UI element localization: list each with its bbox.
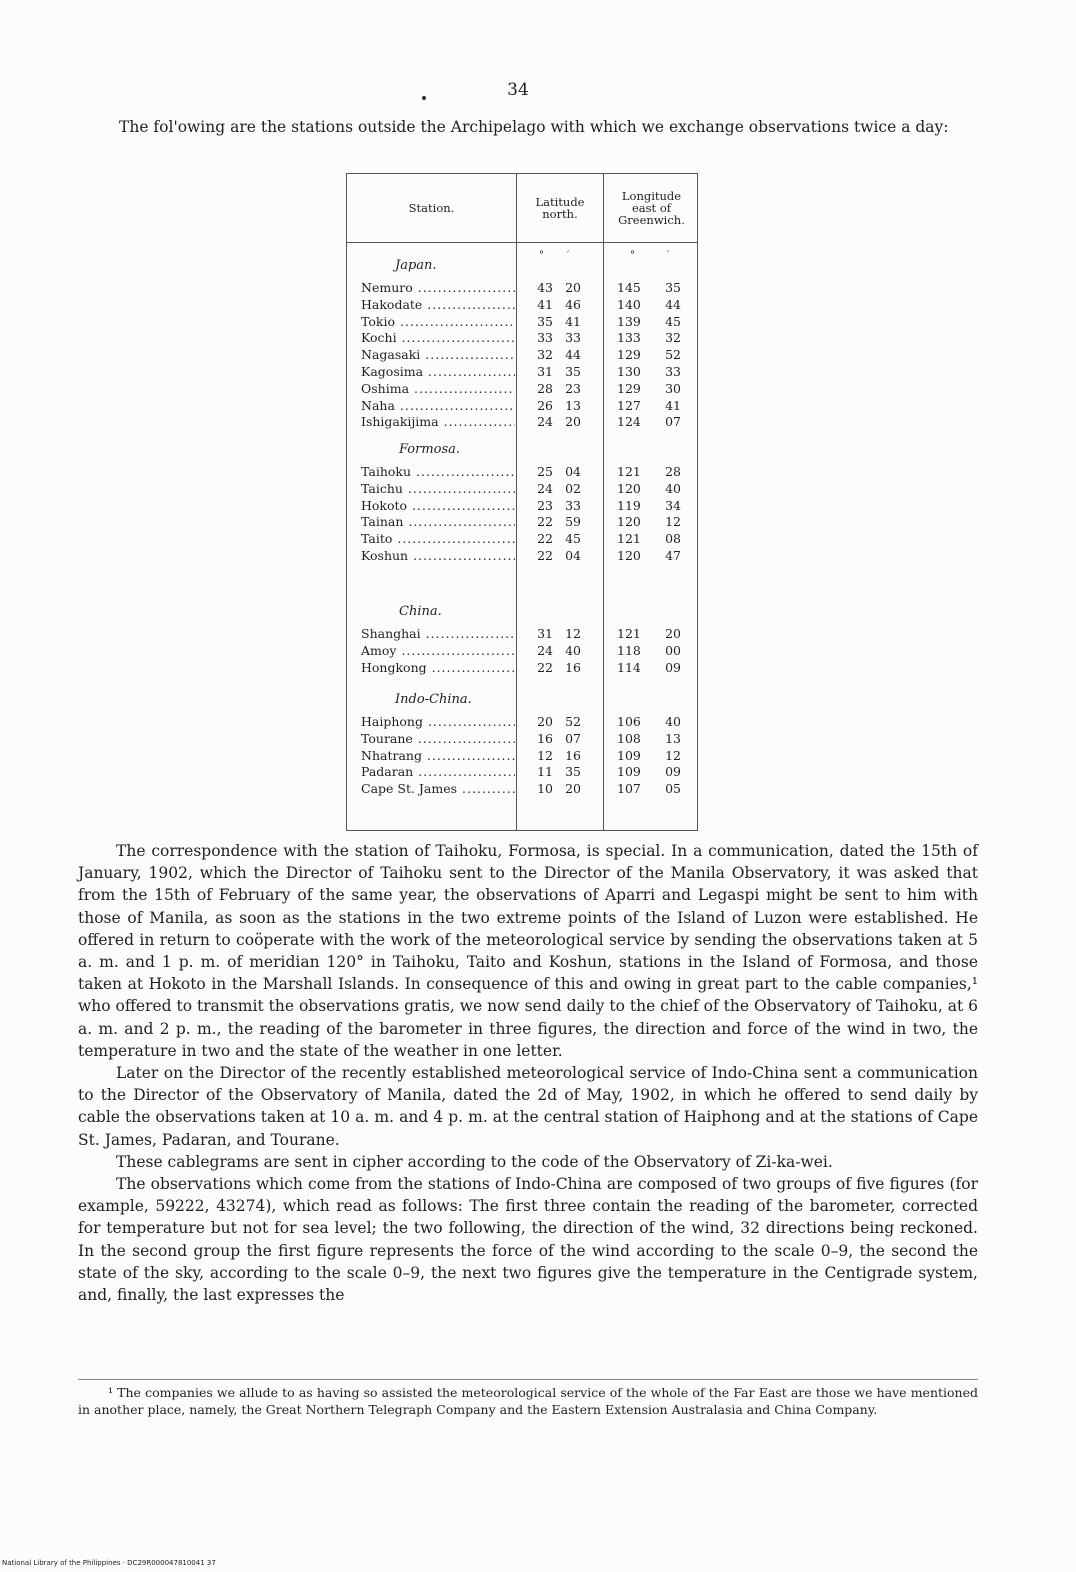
- table-header-rule: [347, 242, 697, 243]
- lon-deg-cell: 120: [617, 480, 641, 496]
- print-speck: [422, 96, 426, 100]
- lat-min-cell: 46: [565, 296, 581, 312]
- lat-min-cell: 12: [565, 626, 581, 641]
- station-name: Kochi .....: [361, 330, 515, 346]
- lat-min-cell: 35: [565, 364, 581, 379]
- lat-min-cell: 20: [565, 781, 581, 797]
- lat-deg-cell: 11: [537, 764, 553, 780]
- table-row: [347, 498, 699, 514]
- table-row: [347, 398, 699, 414]
- lon-min-cell: 05: [665, 781, 681, 797]
- lon-deg-cell: 121: [617, 464, 641, 479]
- lon-min-cell: 09: [665, 764, 681, 780]
- minute-symbol: ′: [667, 250, 670, 261]
- lon-deg-cell: 108: [617, 730, 641, 746]
- lon-min-cell: 12: [665, 747, 681, 763]
- station-name: Oshima .....: [361, 381, 515, 397]
- lon-deg-cell: 129: [617, 347, 641, 363]
- group-heading: Indo-China.: [395, 692, 472, 707]
- station-name: Koshun .....: [361, 548, 515, 564]
- table-row: [347, 660, 699, 676]
- lon-min-cell: 45: [665, 313, 681, 329]
- lat-min-cell: 45: [565, 531, 581, 547]
- lat-deg-cell: 22: [537, 548, 553, 563]
- lat-deg-cell: 16: [537, 730, 553, 746]
- station-name: Taito .....: [361, 531, 515, 547]
- degree-symbol: °: [630, 250, 635, 261]
- lat-min-cell: 52: [565, 714, 581, 729]
- table-row: [347, 731, 699, 747]
- paragraph: These cablegrams are sent in cipher according to the code of the Observatory of Zi-ka-wei.: [116, 1152, 833, 1171]
- station-name: Hongkong .....: [361, 660, 515, 676]
- station-name: Amoy .....: [361, 643, 515, 659]
- lat-deg-cell: 10: [537, 781, 553, 797]
- table-row: [347, 347, 699, 363]
- lat-min-cell: 13: [565, 397, 581, 413]
- station-name: Tainan .....: [361, 514, 515, 530]
- table-row: [347, 364, 699, 380]
- table-row: [347, 280, 699, 296]
- footnote-rule: [78, 1379, 978, 1380]
- lon-min-cell: 09: [665, 659, 681, 675]
- lon-min-cell: 20: [665, 626, 681, 641]
- lon-min-cell: 28: [665, 464, 681, 479]
- lon-min-cell: 35: [665, 280, 681, 295]
- lat-deg-cell: 32: [537, 347, 553, 363]
- lat-deg-cell: 22: [537, 659, 553, 675]
- lon-deg-cell: 139: [617, 313, 641, 329]
- lon-deg-cell: 145: [617, 280, 641, 295]
- station-name: Hokoto .....: [361, 498, 515, 514]
- station-name: Ishigakijima .....: [361, 414, 515, 430]
- lat-min-cell: 44: [565, 347, 581, 363]
- lat-deg-cell: 22: [537, 531, 553, 547]
- table-row: [347, 714, 699, 730]
- lat-deg-cell: 24: [537, 414, 553, 430]
- lon-min-cell: 33: [665, 364, 681, 379]
- lat-deg-cell: 12: [537, 747, 553, 763]
- station-name: Nhatrang .....: [361, 748, 515, 764]
- lon-min-cell: 07: [665, 414, 681, 430]
- lat-deg-cell: 24: [537, 480, 553, 496]
- lon-min-cell: 34: [665, 497, 681, 513]
- station-name: Tourane .....: [361, 731, 515, 747]
- lon-deg-cell: 124: [617, 414, 641, 430]
- lat-min-cell: 35: [565, 764, 581, 780]
- lat-min-cell: 59: [565, 514, 581, 530]
- lon-min-cell: 00: [665, 642, 681, 658]
- lon-min-cell: 32: [665, 330, 681, 346]
- table-row: [347, 414, 699, 430]
- lat-deg-cell: 41: [537, 296, 553, 312]
- lat-deg-cell: 43: [537, 280, 553, 295]
- lat-min-cell: 04: [565, 548, 581, 563]
- lat-deg-cell: 25: [537, 464, 553, 479]
- lon-min-cell: 08: [665, 531, 681, 547]
- lon-deg-cell: 109: [617, 764, 641, 780]
- station-name: Taihoku .....: [361, 464, 515, 480]
- table-row: [347, 748, 699, 764]
- lon-min-cell: 13: [665, 730, 681, 746]
- paragraph: Later on the Director of the recently established meteorological service of Indo-China sent a communication to the Director of the Observatory of Manila, dated the 2d of May, 1902, in which he offered to send daily by cable the observations taken at 10 a. m. and 4 p. m. at the central station of Haiphong and at the stations of Cape St. James, Padaran, and Tourane.: [78, 1064, 978, 1149]
- lat-deg-cell: 23: [537, 497, 553, 513]
- header-latitude: Latitude north.: [535, 195, 585, 221]
- table-row: [347, 764, 699, 780]
- table-row: [347, 643, 699, 659]
- table-row: [347, 481, 699, 497]
- lat-deg-cell: 24: [537, 642, 553, 658]
- header-station: Station.: [408, 201, 455, 215]
- station-name: Nemuro .....: [361, 280, 515, 296]
- station-name: Cape St. James .....: [361, 781, 515, 797]
- lon-deg-cell: 121: [617, 531, 641, 547]
- lat-min-cell: 20: [565, 414, 581, 430]
- table-row: [347, 626, 699, 642]
- lat-deg-cell: 26: [537, 397, 553, 413]
- lat-deg-cell: 35: [537, 313, 553, 329]
- table-row: [347, 781, 699, 797]
- lat-min-cell: 16: [565, 659, 581, 675]
- lat-deg-cell: 31: [537, 626, 553, 641]
- degree-symbol: °: [539, 250, 544, 261]
- table-row: [347, 464, 699, 480]
- paragraph: The observations which come from the stations of Indo-China are composed of two groups of five figures (for example, 59222, 43274), which read as follows: The first three contain the reading of the barometer, corrected for temperature but not for sea level; the two following, the direction of the wind, 32 directions being reckoned. In the second group the first figure represents the force of the wind according to the scale 0–9, the second the state of the sky, according to the scale 0–9, the next two figures give the temperature in the Centigrade system, and, finally, the last expresses the: [78, 1175, 978, 1305]
- station-name: Taichu .....: [361, 481, 515, 497]
- page-number: 34: [507, 80, 529, 100]
- lat-min-cell: 33: [565, 497, 581, 513]
- lon-deg-cell: 118: [617, 642, 641, 658]
- lon-deg-cell: 130: [617, 364, 641, 379]
- lat-min-cell: 02: [565, 480, 581, 496]
- lon-deg-cell: 107: [617, 781, 641, 797]
- lon-min-cell: 40: [665, 480, 681, 496]
- lon-deg-cell: 120: [617, 514, 641, 530]
- lat-deg-cell: 31: [537, 364, 553, 379]
- lon-deg-cell: 119: [617, 497, 641, 513]
- lat-min-cell: 04: [565, 464, 581, 479]
- lon-min-cell: 30: [665, 380, 681, 396]
- lon-min-cell: 44: [665, 296, 681, 312]
- lon-deg-cell: 129: [617, 380, 641, 396]
- table-row: [347, 330, 699, 346]
- lat-deg-cell: 20: [537, 714, 553, 729]
- table-row: [347, 548, 699, 564]
- lat-min-cell: 33: [565, 330, 581, 346]
- table-row: [347, 514, 699, 530]
- table-row: [347, 297, 699, 313]
- paragraph: The correspondence with the station of Taihoku, Formosa, is special. In a communication, dated the 15th of January, 1902, which the Director of Taihoku sent to the Director of the Manila Observatory, it was asked that from the 15th of February of the same year, the observations of Aparri and Legaspi might be sent to him with those of Manila, as soon as the stations in the two extreme points of the Island of Luzon were established. He offered in return to coöperate with the work of the meteorological service by sending the observations taken at 5 a. m. and 1 p. m. of meridian 120° in Taihoku, Taito and Koshun, stations in the Island of Formosa, and those taken at Hokoto in the Marshall Islands. In consequence of this and owing in great part to the cable companies,¹ who offered to transmit the observations gratis, we now send daily to the chief of the Observatory of Taihoku, at 6 a. m. and 2 p. m., the reading of the barometer in three figures, the direction and force of the wind in two, the temperature in two and the state of the weather in one letter.: [78, 842, 978, 1060]
- station-name: Tokio .....: [361, 314, 515, 330]
- lon-deg-cell: 121: [617, 626, 641, 641]
- lon-min-cell: 12: [665, 514, 681, 530]
- intro-paragraph: The fol'owing are the stations outside the Archipelago with which we exchange observations twice a day:: [119, 118, 949, 136]
- group-heading: China.: [399, 604, 442, 619]
- lat-deg-cell: 28: [537, 380, 553, 396]
- lat-min-cell: 40: [565, 642, 581, 658]
- table-row: [347, 531, 699, 547]
- station-name: Nagasaki .....: [361, 347, 515, 363]
- group-heading: Japan.: [395, 258, 437, 273]
- lon-deg-cell: 120: [617, 548, 641, 563]
- table-row: [347, 381, 699, 397]
- lat-min-cell: 23: [565, 380, 581, 396]
- lon-deg-cell: 127: [617, 397, 641, 413]
- lat-deg-cell: 33: [537, 330, 553, 346]
- lon-min-cell: 47: [665, 548, 681, 563]
- footnote: ¹ The companies we allude to as having so assisted the meteorological service of the whole of the Far East are those we have mentioned in another place, namely, the Great Northern Telegraph Company and the Eastern Extension Australasia and China Company.: [78, 1385, 978, 1417]
- lon-min-cell: 40: [665, 714, 681, 729]
- lat-min-cell: 07: [565, 730, 581, 746]
- lon-deg-cell: 109: [617, 747, 641, 763]
- table-row: [347, 314, 699, 330]
- lon-deg-cell: 106: [617, 714, 641, 729]
- station-table: [346, 173, 698, 831]
- lat-min-cell: 16: [565, 747, 581, 763]
- lon-deg-cell: 133: [617, 330, 641, 346]
- library-credit: National Library of the Philippines · DC29R000047810041 37: [2, 1559, 216, 1567]
- lon-min-cell: 41: [665, 397, 681, 413]
- body-text: [78, 840, 978, 1306]
- minute-symbol: ′: [567, 250, 570, 261]
- station-name: Shanghai .....: [361, 626, 515, 642]
- station-name: Haiphong .....: [361, 714, 515, 730]
- station-name: Kagosima .....: [361, 364, 515, 380]
- lon-deg-cell: 140: [617, 296, 641, 312]
- station-name: Naha .....: [361, 398, 515, 414]
- group-heading: Formosa.: [399, 442, 461, 457]
- station-name: Hakodate .....: [361, 297, 515, 313]
- header-longitude: Longitude east of Greenwich.: [618, 189, 685, 227]
- lon-min-cell: 52: [665, 347, 681, 363]
- station-name: Padaran .....: [361, 764, 515, 780]
- lat-deg-cell: 22: [537, 514, 553, 530]
- lat-min-cell: 41: [565, 313, 581, 329]
- lon-deg-cell: 114: [617, 659, 641, 675]
- lat-min-cell: 20: [565, 280, 581, 295]
